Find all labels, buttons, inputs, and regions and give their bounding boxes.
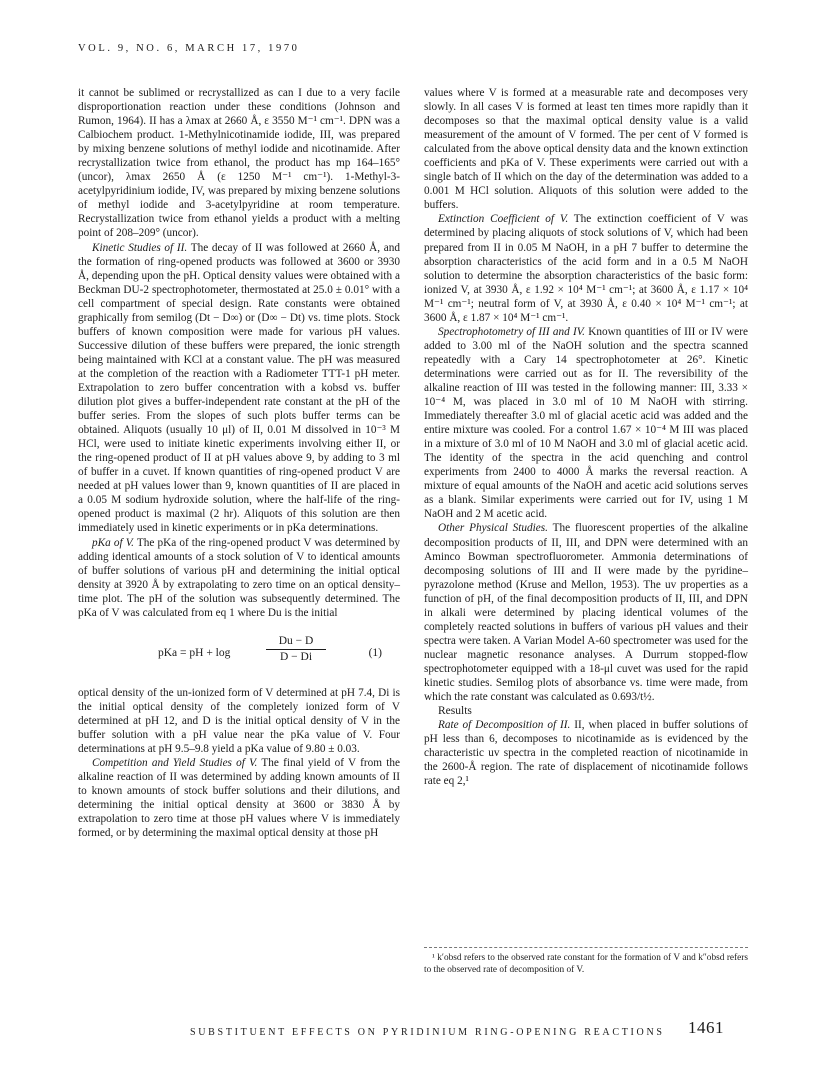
paragraph-text: Known quantities of III or IV were added to 3.00 ml of the NaOH solution and the spectra scanned repeatedly with a Cary 14 spectrophotometer at 26°. Kinetic determinations were carried out as for II. The reversibility of the alkaline reaction of III was tested in the following manner: III, 3.33 × 10⁻⁴ M, was placed in 3.0 ml of 10 M NaOH with stirring. Immediately thereafter 3.0 ml of glacial acetic acid was added and the entire mixture was cooled. For a control 1.67 × 10⁻⁴ M III was placed in a mixture of 3.0 ml of 10 M NaOH and 3.0 ml of glacial acetic acid. The identity of the spectra in the acid quenching and control experiments from 2400 to 4000 Å marks the reversal reaction. A mixture of equal amounts of the NaOH and acetic acid solutions serves as a blank. Similar experiments were carried out for IV, using 1 M NaOH and 2 M acetic acid. <box>424 325 748 521</box>
subsection-heading: Competition and Yield Studies of V. <box>92 757 258 770</box>
footnote-text: ¹ k′obsd refers to the observed rate constant for the formation of V and k″obsd refers to the observed rate of decomposition of V. <box>424 953 748 975</box>
running-footer: SUBSTITUENT EFFECTS ON PYRIDINIUM RING-OPENING REACTIONS <box>190 1027 665 1038</box>
equation-denominator: D − Di <box>279 650 313 663</box>
equation-fraction <box>266 635 326 664</box>
paragraph-text: The extinction coefficient of V was determined by placing aliquots of stock solutions of V, which had been prepared from II in 0.05 M NaOH, in a pH 7 buffer to determine the absorption characteristics of the acid form and in a 0.5 M NaOH solution to determine the absorption characteristics of the basic form: ionized V, at 3930 Å, ε 1.92 × 10⁴ M⁻¹ cm⁻¹; at 3600 Å, ε 1.17 × 10⁴ M⁻¹ cm⁻¹; neutral form of V, at 3930 Å, ε 0.40 × 10⁴ M⁻¹ cm⁻¹; at 3600 Å, ε 1.87 × 10⁴ M⁻¹ cm⁻¹. <box>424 213 748 324</box>
equation-1 <box>78 630 400 674</box>
running-head: VOL. 9, NO. 6, MARCH 17, 1970 <box>78 43 300 54</box>
body-paragraph <box>78 756 400 840</box>
body-paragraph <box>424 325 748 522</box>
body-paragraph <box>424 521 748 704</box>
paragraph-text: The fluorescent properties of the alkaline decomposition products of II, III, and DPN were determined with an Aminco Bowman spectrofluorometer. Ammonia determinations of decomposing solutions of III and II were made by the pyridine–pyrazolone method (Kruse and Mellon, 1953). The uv properties as a function of pH, of the final decomposition products of II, III, and DPN in alkali were determined by placing identical volumes of the completely reacted solutions in buffers of various pH values and their spectra were taken. A Varian Model A-60 spectrometer was used for the nuclear magnetic resonance analyses. A Durrum stopped-flow spectrophotometer equipped with a 18-μl cuvet was used for the rapid kinetic studies. Semilog plots of absorbance vs. time were made, from which the rate constant was calculated as 0.693/t½. <box>424 522 748 704</box>
footnote-rule <box>424 947 748 948</box>
equation-lhs: pKa = pH + log <box>158 646 231 659</box>
equation-numerator: Du − D <box>266 635 326 650</box>
paragraph-text: II, when placed in buffer solutions of pH less than 6, decomposes to nicotinamide as is evidenced by the characteristic uv spectra in the completed reaction of nicotinamide in the 2600-Å region. The rate of displacement of nicotinamide follows rate eq 2,¹ <box>424 719 749 788</box>
body-paragraph <box>78 241 400 536</box>
equation-number: (1) <box>368 646 382 659</box>
paragraph-text: The final yield of V from the alkaline reaction of II was determined by adding known amounts of II to known amounts of stock buffer solutions and their dilutions, and determining the initial optical density at 3600 or 3830 Å by extrapolation to zero time at those pH values where V is immediately formed, or by determining the maximal optical density at those pH <box>78 757 400 840</box>
left-column <box>78 86 400 840</box>
body-paragraph <box>424 718 748 788</box>
subsection-heading: Spectrophotometry of III and IV. <box>438 325 585 338</box>
footnote <box>424 953 748 976</box>
subsection-heading: Other Physical Studies. <box>438 522 548 535</box>
subsection-heading: Extinction Coefficient of V. <box>438 213 569 226</box>
section-heading-results: Results <box>438 705 472 718</box>
body-paragraph: optical density of the un-ionized form of V determined at pH 7.4, Di is the initial optical density of the completely ionized form of V determined at pH 12, and D is the initial optical density of V in the buffer solution with a pH value near the pKa value of V. Four determinations at pH 9.5–9.8 yield a pKa value of 9.80 ± 0.03. <box>78 686 400 755</box>
body-paragraph: values where V is formed at a measurable rate and decomposes very slowly. In all cases V is formed at least ten times more rapidly than it decomposes so that the maximal optical density value is a valid measurement of the amount of V formed. The per cent of V formed is calculated from the above optical density data and the known extinction coefficients and pKa of V. These experiments were carried out with a single batch of II which on the day of the determination was added to a 0.001 M HCl solution. Aliquots of this solution were added to the buffers. <box>424 87 748 212</box>
subsection-heading: Rate of Decomposition of II. <box>438 719 571 732</box>
subsection-heading: pKa of V. <box>92 536 134 549</box>
paragraph-text: The decay of II was followed at 2660 Å, and the formation of ring-opened products was followed at 3600 or 3930 Å, depending upon the pH. Optical density values were obtained with a Beckman DU-2 spectrophotometer, thermostated at 25.0 ± 0.01° with a cell compartment of special design. Rate constants were obtained graphically from semilog (Dt − D∞) or (D∞ − Dt) vs. time plots. Stock buffers of known composition were made for various pH values. Successive dilution of these buffers were prepared, the ionic strength being maintained with KCl at a constant value. The pH was measured at the completion of the reaction with a Radiometer TTT-1 pH meter. Extrapolation to zero buffer concentration with a kobsd vs. buffer dilution plot gives a buffer-independent rate constant at the pH of the buffer series. From the slopes of such plots buffer terms can be obtained. Aliquots (usually 10 μl) of II, 0.01 M dissolved in 10⁻³ M HCl, were used to initiate kinetic experiments involving either II, or the ring-opened product of II at pH values above 9, by adding to 3 ml of buffer in a cuvet. If known quantities of ring-opened product V are needed at pH values lower than 9, known quantities of II are placed in a 0.05 M sodium hydroxide solution, where the half-life of the ring-opened product is maximal (2 hr). Aliquots of this solution are then immediately used in kinetic experiments or in pKa determinations. <box>78 241 400 535</box>
right-column <box>424 86 748 788</box>
page-number: 1461 <box>688 1018 724 1037</box>
body-paragraph <box>78 536 400 620</box>
body-paragraph <box>424 212 748 324</box>
body-paragraph: it cannot be sublimed or recrystallized as can I due to a very facile disproportionation reaction under these conditions (Johnson and Rumon, 1964). II has a λmax at 2660 Å, ε 3550 M⁻¹ cm⁻¹. DPN was a Calbiochem product. 1-Methylnicotinamide iodide, III, was prepared by mixing benzene solutions of methyl iodide and nicotinamide. After recrystallization twice from ethanol, the product has mp 164–165° (uncor), λmax 2650 Å (ε 1250 M⁻¹ cm⁻¹). 1-Methyl-3-acetylpyridinium iodide, IV, was prepared by mixing benzene solutions of methyl iodide and 3-acetylpyridine at room temperature. Recrystallization twice from ethanol yields a product with a melting point of 208–209° (uncor). <box>78 87 400 240</box>
subsection-heading: Kinetic Studies of II. <box>92 241 188 254</box>
paragraph-text: The pKa of the ring-opened product V was determined by adding identical amounts of a stock solution of V to identical amounts of buffer solutions of various pH and determining the initial optical density at 3920 Å by extrapolating to zero time on an optical density–time plot. The pH of the solution was subsequently determined. The pKa of V was calculated from eq 1 where Du is the initial <box>78 536 400 619</box>
